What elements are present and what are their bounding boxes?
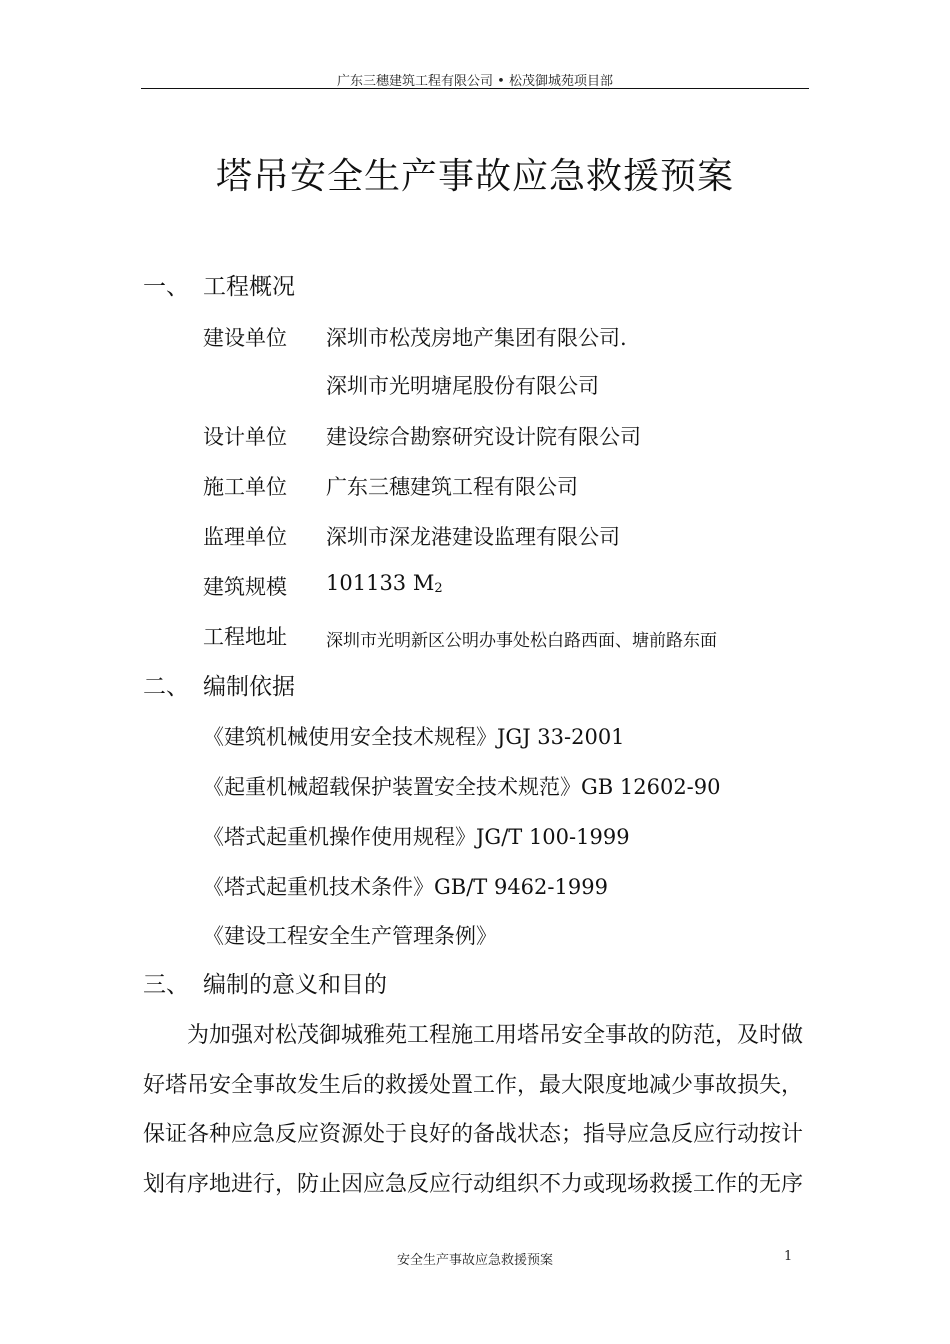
field-label: 工程地址 [203, 625, 287, 649]
page-number: 1 [784, 1249, 793, 1264]
field-label: 建设单位 [203, 326, 287, 350]
field-value: 建设综合勘察研究设计院有限公司 [326, 425, 641, 449]
field-label: 建筑规模 [203, 575, 287, 599]
paragraph-line: 为加强对松茂御城雅苑工程施工用塔吊安全事故的防范，及时做 [187, 1023, 804, 1048]
field-value: 深圳市光明塘尾股份有限公司 [326, 374, 599, 398]
building-scale-number: 101133 M [326, 571, 435, 595]
paragraph-line: 保证各种应急反应资源处于良好的备战状态；指导应急反应行动按计 [143, 1122, 804, 1147]
reference-item: 《建设工程安全生产管理条例》 [203, 924, 497, 948]
section-number: 一、 [143, 274, 189, 300]
reference-item: 《塔式起重机技术条件》GB/T 9462-1999 [203, 875, 608, 899]
reference-item: 《起重机械超载保护装置安全技术规范》GB 12602-90 [203, 775, 721, 799]
section-number: 二、 [143, 674, 189, 700]
paragraph-line: 划有序地进行，防止因应急反应行动组织不力或现场救援工作的无序 [143, 1172, 804, 1197]
section-title: 编制依据 [203, 674, 295, 700]
unit-superscript: 2 [434, 581, 443, 596]
document-title: 塔吊安全生产事故应急救援预案 [215, 156, 734, 197]
page-footer: 安全生产事故应急救援预案 [396, 1253, 553, 1268]
field-value: 深圳市深龙港建设监理有限公司 [326, 525, 620, 549]
field-value: 深圳市光明新区公明办事处松白路西面、塘前路东面 [326, 631, 717, 651]
reference-item: 《建筑机械使用安全技术规程》JGJ 33-2001 [203, 725, 625, 749]
page-header: 广东三穗建筑工程有限公司 • 松茂御城苑项目部 [337, 74, 613, 89]
paragraph-line: 好塔吊安全事故发生后的救援处置工作，最大限度地减少事故损失， [143, 1073, 804, 1098]
building-scale-value [326, 571, 443, 596]
section-title: 工程概况 [203, 274, 295, 300]
field-label: 监理单位 [203, 525, 287, 549]
field-value: 深圳市松茂房地产集团有限公司. [326, 326, 627, 350]
field-label: 施工单位 [203, 475, 287, 499]
field-label: 设计单位 [203, 425, 287, 449]
section-title: 编制的意义和目的 [203, 972, 387, 998]
field-value: 广东三穗建筑工程有限公司 [326, 475, 578, 499]
section-number: 三、 [143, 972, 189, 998]
reference-item: 《塔式起重机操作使用规程》JG/T 100-1999 [203, 825, 630, 849]
header-rule [141, 88, 809, 89]
